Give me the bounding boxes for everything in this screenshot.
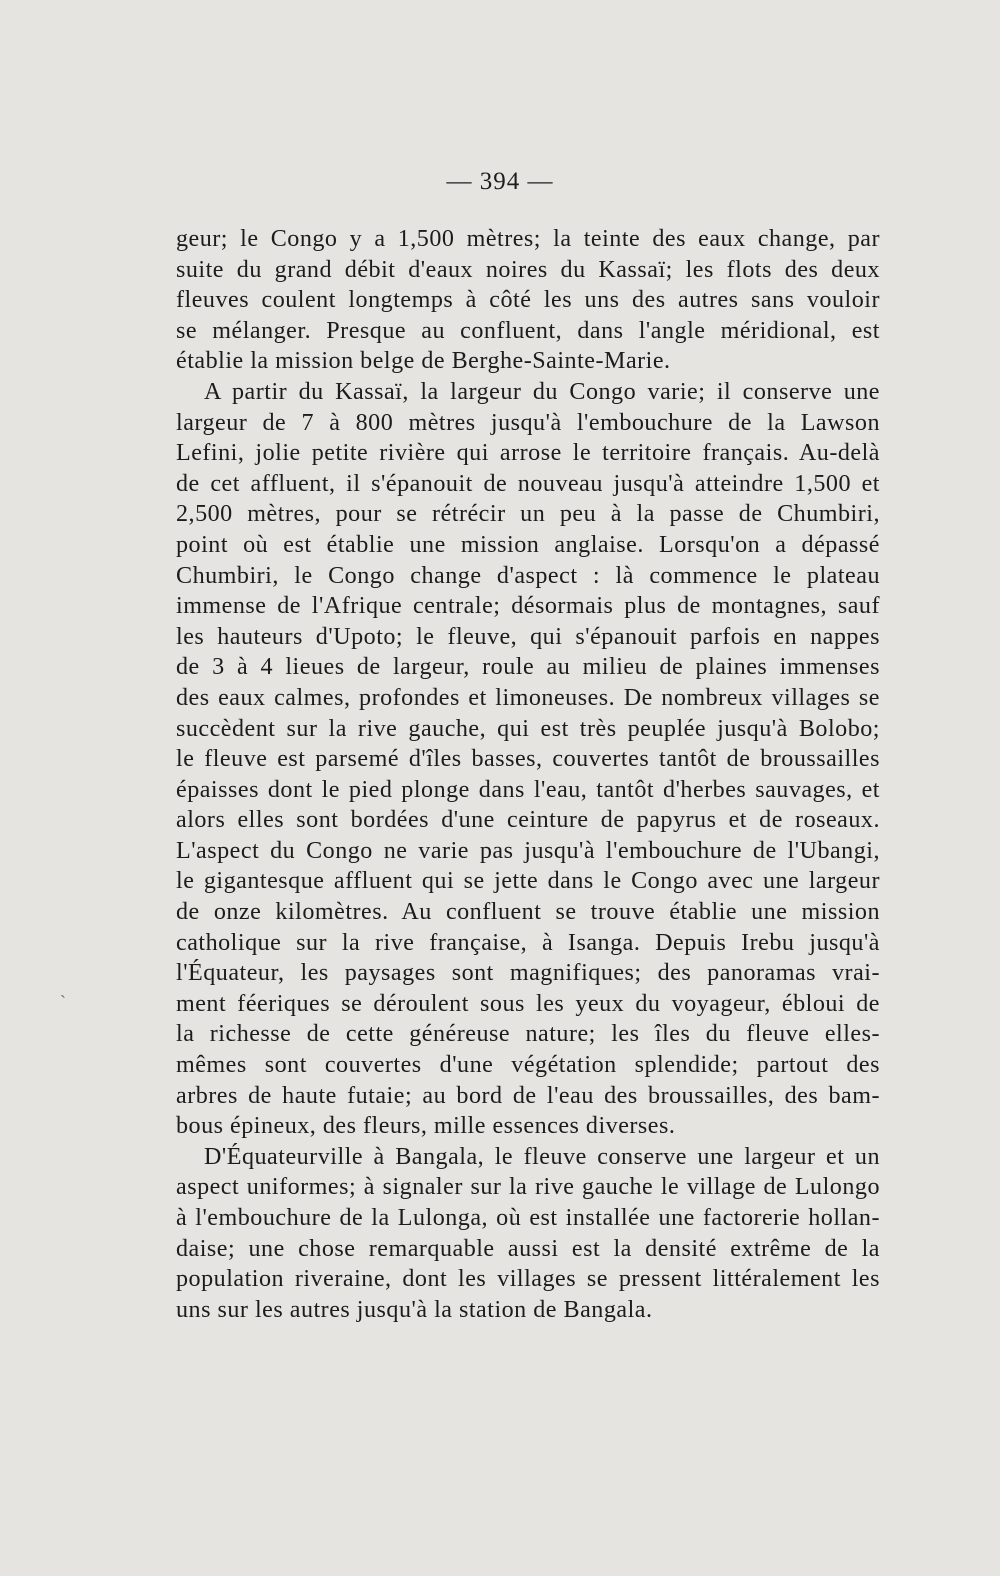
text-line: L'aspect du Congo ne varie pas jusqu'à l'embouchure de l'Ubangi, <box>176 837 880 864</box>
page-body-text <box>176 224 880 1325</box>
text-line: bous épineux, des fleurs, mille essences diverses. <box>176 1113 676 1140</box>
text-line: de 3 à 4 lieues de largeur, roule au milieu de plaines immenses <box>176 654 880 681</box>
text-line: largeur de 7 à 800 mètres jusqu'à l'embouchure de la Lawson <box>176 409 880 436</box>
text-line: à l'embouchure de la Lulonga, où est installée une factorerie hollan- <box>176 1205 880 1231</box>
text-line: population riveraine, dont les villages se pressent littéralement les <box>176 1266 880 1293</box>
text-line: daise; une chose remarquable aussi est la densité extrême de la <box>176 1235 880 1262</box>
text-line: des eaux calmes, profondes et limoneuses. De nombreux villages se <box>176 684 880 711</box>
text-line: de cet affluent, il s'épanouit de nouveau jusqu'à atteindre 1,500 et <box>176 470 880 497</box>
text-line: de onze kilomètres. Au confluent se trouve établie une mission <box>176 899 880 926</box>
text-line: A partir du Kassaï, la largeur du Congo varie; il conserve une <box>204 378 880 405</box>
text-line: alors elles sont bordées d'une ceinture de papyrus et de roseaux. <box>176 807 880 834</box>
text-line: Chumbiri, le Congo change d'aspect : là commence le plateau <box>176 562 880 589</box>
text-line: Lefini, jolie petite rivière qui arrose le territoire français. Au-delà <box>176 440 880 467</box>
text-line: geur; le Congo y a 1,500 mètres; la teinte des eaux change, par <box>176 226 880 252</box>
text-line: arbres de haute futaie; au bord de l'eau des broussailles, des bam- <box>176 1082 880 1109</box>
text-line: immense de l'Afrique centrale; désormais plus de montagnes, sauf <box>176 593 880 620</box>
text-line: se mélanger. Presque au confluent, dans l'angle méridional, est <box>176 317 880 344</box>
text-line: 2,500 mètres, pour se rétrécir un peu à la passe de Chumbiri, <box>176 501 880 528</box>
text-line: succèdent sur la rive gauche, qui est très peuplée jusqu'à Bolobo; <box>176 715 880 742</box>
paragraph <box>176 224 880 377</box>
paragraph <box>176 1142 880 1326</box>
text-line: uns sur les autres jusqu'à la station de Bangala. <box>176 1296 653 1323</box>
text-line: D'Équateurville à Bangala, le fleuve conserve une largeur et un <box>204 1143 880 1170</box>
page-number: — 394 — <box>446 168 554 195</box>
text-line: le gigantesque affluent qui se jette dans le Congo avec une largeur <box>176 868 880 895</box>
text-line: les hauteurs d'Upoto; le fleuve, qui s'épanouit parfois en nappes <box>176 623 880 650</box>
text-line: le fleuve est parsemé d'îles basses, couvertes tantôt de broussailles <box>176 746 880 773</box>
text-line: mêmes sont couvertes d'une végétation splendide; partout des <box>176 1052 880 1079</box>
text-line: fleuves coulent longtemps à côté les uns des autres sans vouloir <box>176 287 880 314</box>
text-line: ment féeriques se déroulent sous les yeux du voyageur, ébloui de <box>176 990 880 1017</box>
text-line: aspect uniformes; à signaler sur la rive gauche le village de Lulongo <box>176 1174 880 1201</box>
text-line: épaisses dont le pied plonge dans l'eau, tantôt d'herbes sauvages, et <box>176 776 880 803</box>
text-line: point où est établie une mission anglaise. Lorsqu'on a dépassé <box>176 531 880 558</box>
text-line: établie la mission belge de Berghe-Sainte-Marie. <box>176 348 671 375</box>
text-line: suite du grand débit d'eaux noires du Kassaï; les flots des deux <box>176 256 880 283</box>
text-line: la richesse de cette généreuse nature; les îles du fleuve elles- <box>176 1021 880 1048</box>
text-line: catholique sur la rive française, à Isanga. Depuis Irebu jusqu'à <box>176 929 880 956</box>
margin-mark: ˏ <box>60 978 66 998</box>
paragraph <box>176 377 880 1142</box>
text-line: l'Équateur, les paysages sont magnifiques; des panoramas vrai- <box>176 960 880 987</box>
